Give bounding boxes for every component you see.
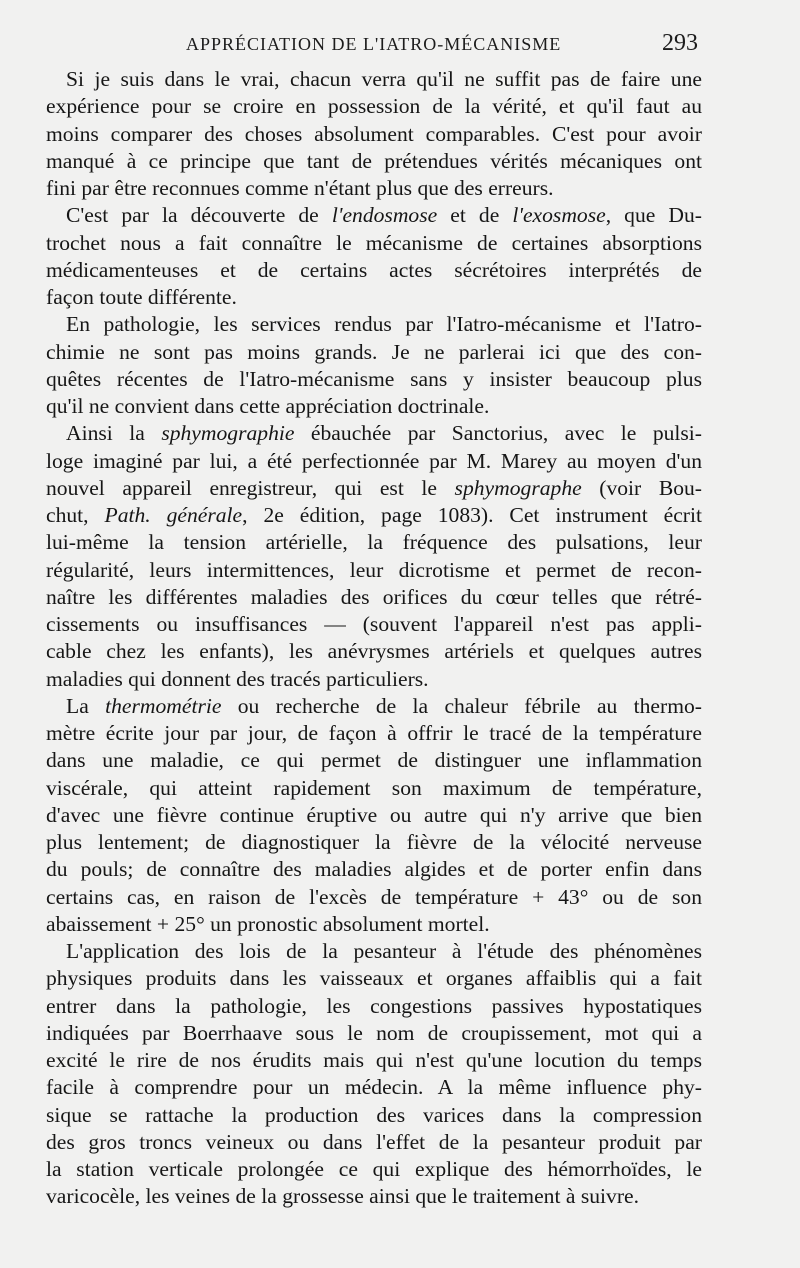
italic-term: l'exosmose — [512, 203, 606, 228]
text-line: excité le rire de nos érudits mais qui n'est qu'une locution du temps — [46, 1048, 702, 1072]
text-line: Ainsi la sphymographie ébauchée par Sanctorius, avec le pulsi- — [66, 421, 702, 446]
italic-term: l'endosmose — [331, 203, 438, 228]
text-line: médicamenteuses et de certains actes sécrétoires interprétés de — [46, 257, 702, 282]
text-line: des gros troncs veineux ou dans l'effet de la pesanteur produit par — [46, 1129, 702, 1154]
text-line: façon toute différente. — [46, 285, 237, 309]
italic-term: Path. générale — [104, 503, 243, 527]
text-line: abaissement + 25° un pronostic absolument mortel. — [46, 911, 490, 936]
italic-term: sphymographie — [161, 421, 295, 446]
paragraph — [46, 693, 702, 938]
text-line: dans une maladie, ce qui permet de distinguer une inflammation — [46, 748, 702, 773]
running-title: APPRÉCIATION DE L'IATRO-MÉCANISME — [186, 34, 562, 54]
text-line: du pouls; de connaître des maladies algides et de porter enfin dans — [46, 857, 702, 882]
text-line: trochet nous a fait connaître le mécanisme de certaines absorptions — [46, 230, 702, 255]
text-line: moins comparer des choses absolument comparables. C'est pour avoir — [46, 121, 702, 146]
text-line: quêtes récentes de l'Iatro-mécanisme sans y insister beaucoup plus — [46, 366, 702, 391]
text-line: chut, Path. générale, 2e édition, page 1083). Cet instrument écrit — [46, 503, 702, 527]
text-line: naître les différentes maladies des orifices du cœur telles que rétré- — [46, 584, 702, 609]
text-line: viscérale, qui atteint rapidement son maximum de température, — [46, 775, 702, 800]
text-line: cissements ou insuffisances — (souvent l'appareil n'est pas appli- — [46, 612, 702, 636]
text-line: certains cas, en raison de l'excès de température + 43° ou de son — [46, 884, 702, 909]
text-line: En pathologie, les services rendus par l'Iatro-mécanisme et l'Iatro- — [66, 312, 702, 337]
paragraph — [46, 311, 702, 420]
text-line: mètre écrite jour par jour, de façon à offrir le tracé de la température — [46, 721, 702, 745]
text-line: qu'il ne convient dans cette appréciation doctrinale. — [46, 394, 490, 418]
body-text — [46, 66, 702, 1211]
text-line: La thermométrie ou recherche de la chaleur fébrile au thermo- — [66, 693, 702, 718]
text-line: physiques produits dans les vaisseaux et organes affaiblis qui a fait — [46, 966, 702, 991]
text-line: cable chez les enfants), les anévrysmes artériels et quelques autres — [46, 639, 702, 664]
text-line: plus lentement; de diagnostiquer la fièvre de la vélocité nerveuse — [46, 830, 702, 854]
text-line: fini par être reconnues comme n'étant plus que des erreurs. — [46, 176, 554, 200]
text-line: d'avec une fièvre continue éruptive ou autre qui n'y arrive que bien — [46, 802, 702, 827]
text-line: lui-même la tension artérielle, la fréquence des pulsations, leur — [46, 530, 702, 555]
page-number: 293 — [662, 30, 698, 56]
text-line: loge imaginé par lui, a été perfectionnée par M. Marey au moyen d'un — [46, 448, 702, 473]
text-line: L'application des lois de la pesanteur à l'étude des phénomènes — [66, 939, 702, 963]
text-line: nouvel appareil enregistreur, qui est le sphymographe (voir Bou- — [46, 475, 703, 500]
running-header — [48, 30, 698, 64]
paragraph — [46, 202, 702, 311]
italic-term: thermométrie — [105, 693, 222, 718]
text-line: manqué à ce principe que tant de prétendues vérités mécaniques ont — [46, 148, 702, 173]
text-line: la station verticale prolongée ce qui explique des hémorrhoïdes, le — [46, 1157, 702, 1181]
text-line: indiquées par Boerrhaave sous le nom de croupissement, mot qui a — [46, 1020, 702, 1045]
text-line: sique se rattache la production des varices dans la compression — [46, 1102, 702, 1127]
text-line: facile à comprendre pour un médecin. A la même influence phy- — [46, 1075, 702, 1100]
text-line: entrer dans la pathologie, les congestions passives hypostatiques — [46, 993, 702, 1018]
text-line: C'est par la découverte de l'endosmose et de l'exosmose, que Du- — [66, 203, 702, 228]
paragraph — [46, 66, 702, 202]
text-line: Si je suis dans le vrai, chacun verra qu'il ne suffit pas de faire une — [66, 67, 702, 91]
text-line: maladies qui donnent des tracés particuliers. — [46, 666, 429, 691]
text-line: régularité, leurs intermittences, leur dicrotisme et permet de recon- — [46, 557, 702, 582]
text-line: expérience pour se croire en possession de la vérité, et qu'il faut au — [46, 94, 702, 119]
text-line: chimie ne sont pas moins grands. Je ne parlerai ici que des con- — [46, 339, 702, 364]
italic-term: sphymographe — [454, 475, 582, 500]
paragraph — [46, 420, 702, 693]
paragraph — [46, 938, 702, 1211]
text-line: varicocèle, les veines de la grossesse ainsi que le traitement à suivre. — [46, 1184, 640, 1209]
